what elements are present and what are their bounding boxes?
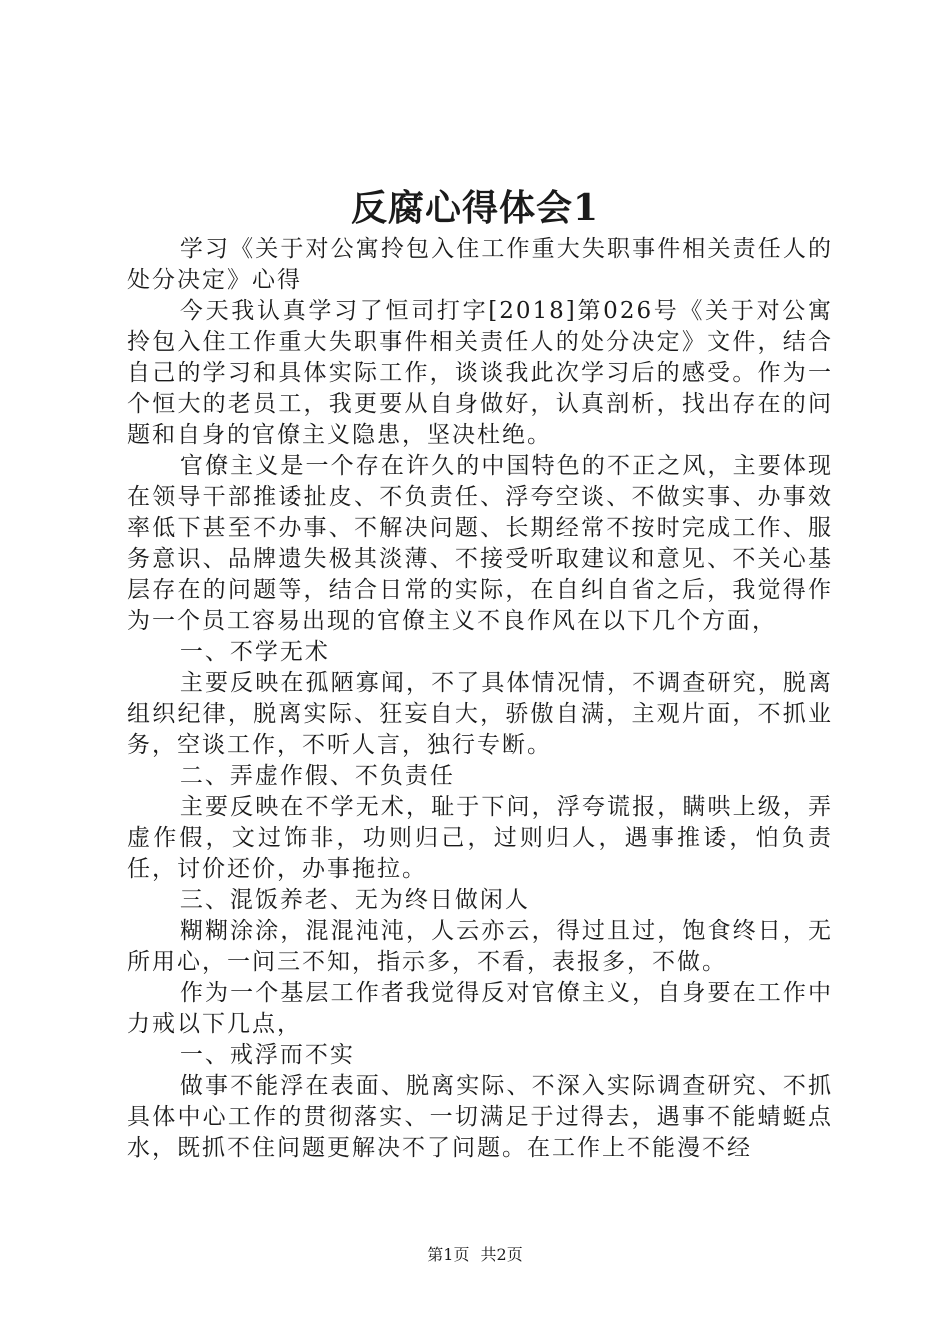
paragraph: 做事不能浮在表面、脱离实际、不深入实际调查研究、不抓具体中心工作的贯彻落实、一切满足于过得去，遇事不能蜻蜓点水，既抓不住问题更解决不了问题。在工作上不能漫不经 [127, 1073, 833, 1161]
paragraph: 主要反映在孤陋寡闻，不了具体情况情，不调查研究，脱离组织纪律，脱离实际、狂妄自大，骄傲自满，主观片面，不抓业务，空谈工作，不听人言，独行专断。 [127, 670, 833, 758]
paragraph: 官僚主义是一个存在许久的中国特色的不正之风，主要体现在领导干部推诿扯皮、不负责任、浮夸空谈、不做实事、办事效率低下甚至不办事、不解决问题、长期经常不按时完成工作、服务意识、品牌遗失极其淡薄、不接受听取建议和意见、不关心基层存在的问题等，结合日常的实际，在自纠自省之后，我觉得作为一个员工容易出现的官僚主义不良作风在以下几个方面， [127, 453, 833, 634]
paragraph: 今天我认真学习了恒司打字[2018]第026号《关于对公寓拎包入住工作重大失职事件相关责任人的处分决定》文件，结合自己的学习和具体实际工作，谈谈我此次学习后的感受。作为一个恒大的老员工，我更要从自身做好，认真剖析，找出存在的问题和自身的官僚主义隐患，坚决杜绝。 [127, 298, 833, 448]
page-total: 共2页 [480, 1245, 523, 1264]
paragraph: 主要反映在不学无术，耻于下问，浮夸谎报，瞒哄上级，弄虚作假，文过饰非，功则归己，过则归人，遇事推诿，怕负责任，讨价还价，办事拖拉。 [127, 794, 833, 882]
page-footer [0, 1244, 950, 1266]
section-heading: 一、戒浮而不实 [179, 1042, 355, 1068]
section-heading: 二、弄虚作假、不负责任 [179, 763, 455, 789]
document-body [127, 234, 833, 1164]
paragraph: 糊糊涂涂，混混沌沌，人云亦云，得过且过，饱食终日，无所用心，一问三不知，指示多，不看，表报多，不做。 [127, 918, 833, 975]
paragraph: 学习《关于对公寓拎包入住工作重大失职事件相关责任人的处分决定》心得 [127, 236, 833, 293]
section-heading: 三、混饭养老、无为终日做闲人 [179, 887, 530, 913]
document-title: 反腐心得体会1 [350, 187, 600, 229]
section-heading: 一、不学无术 [179, 639, 330, 665]
paragraph: 作为一个基层工作者我觉得反对官僚主义，自身要在工作中力戒以下几点， [127, 980, 833, 1037]
page-number: 第1页 [427, 1245, 470, 1264]
